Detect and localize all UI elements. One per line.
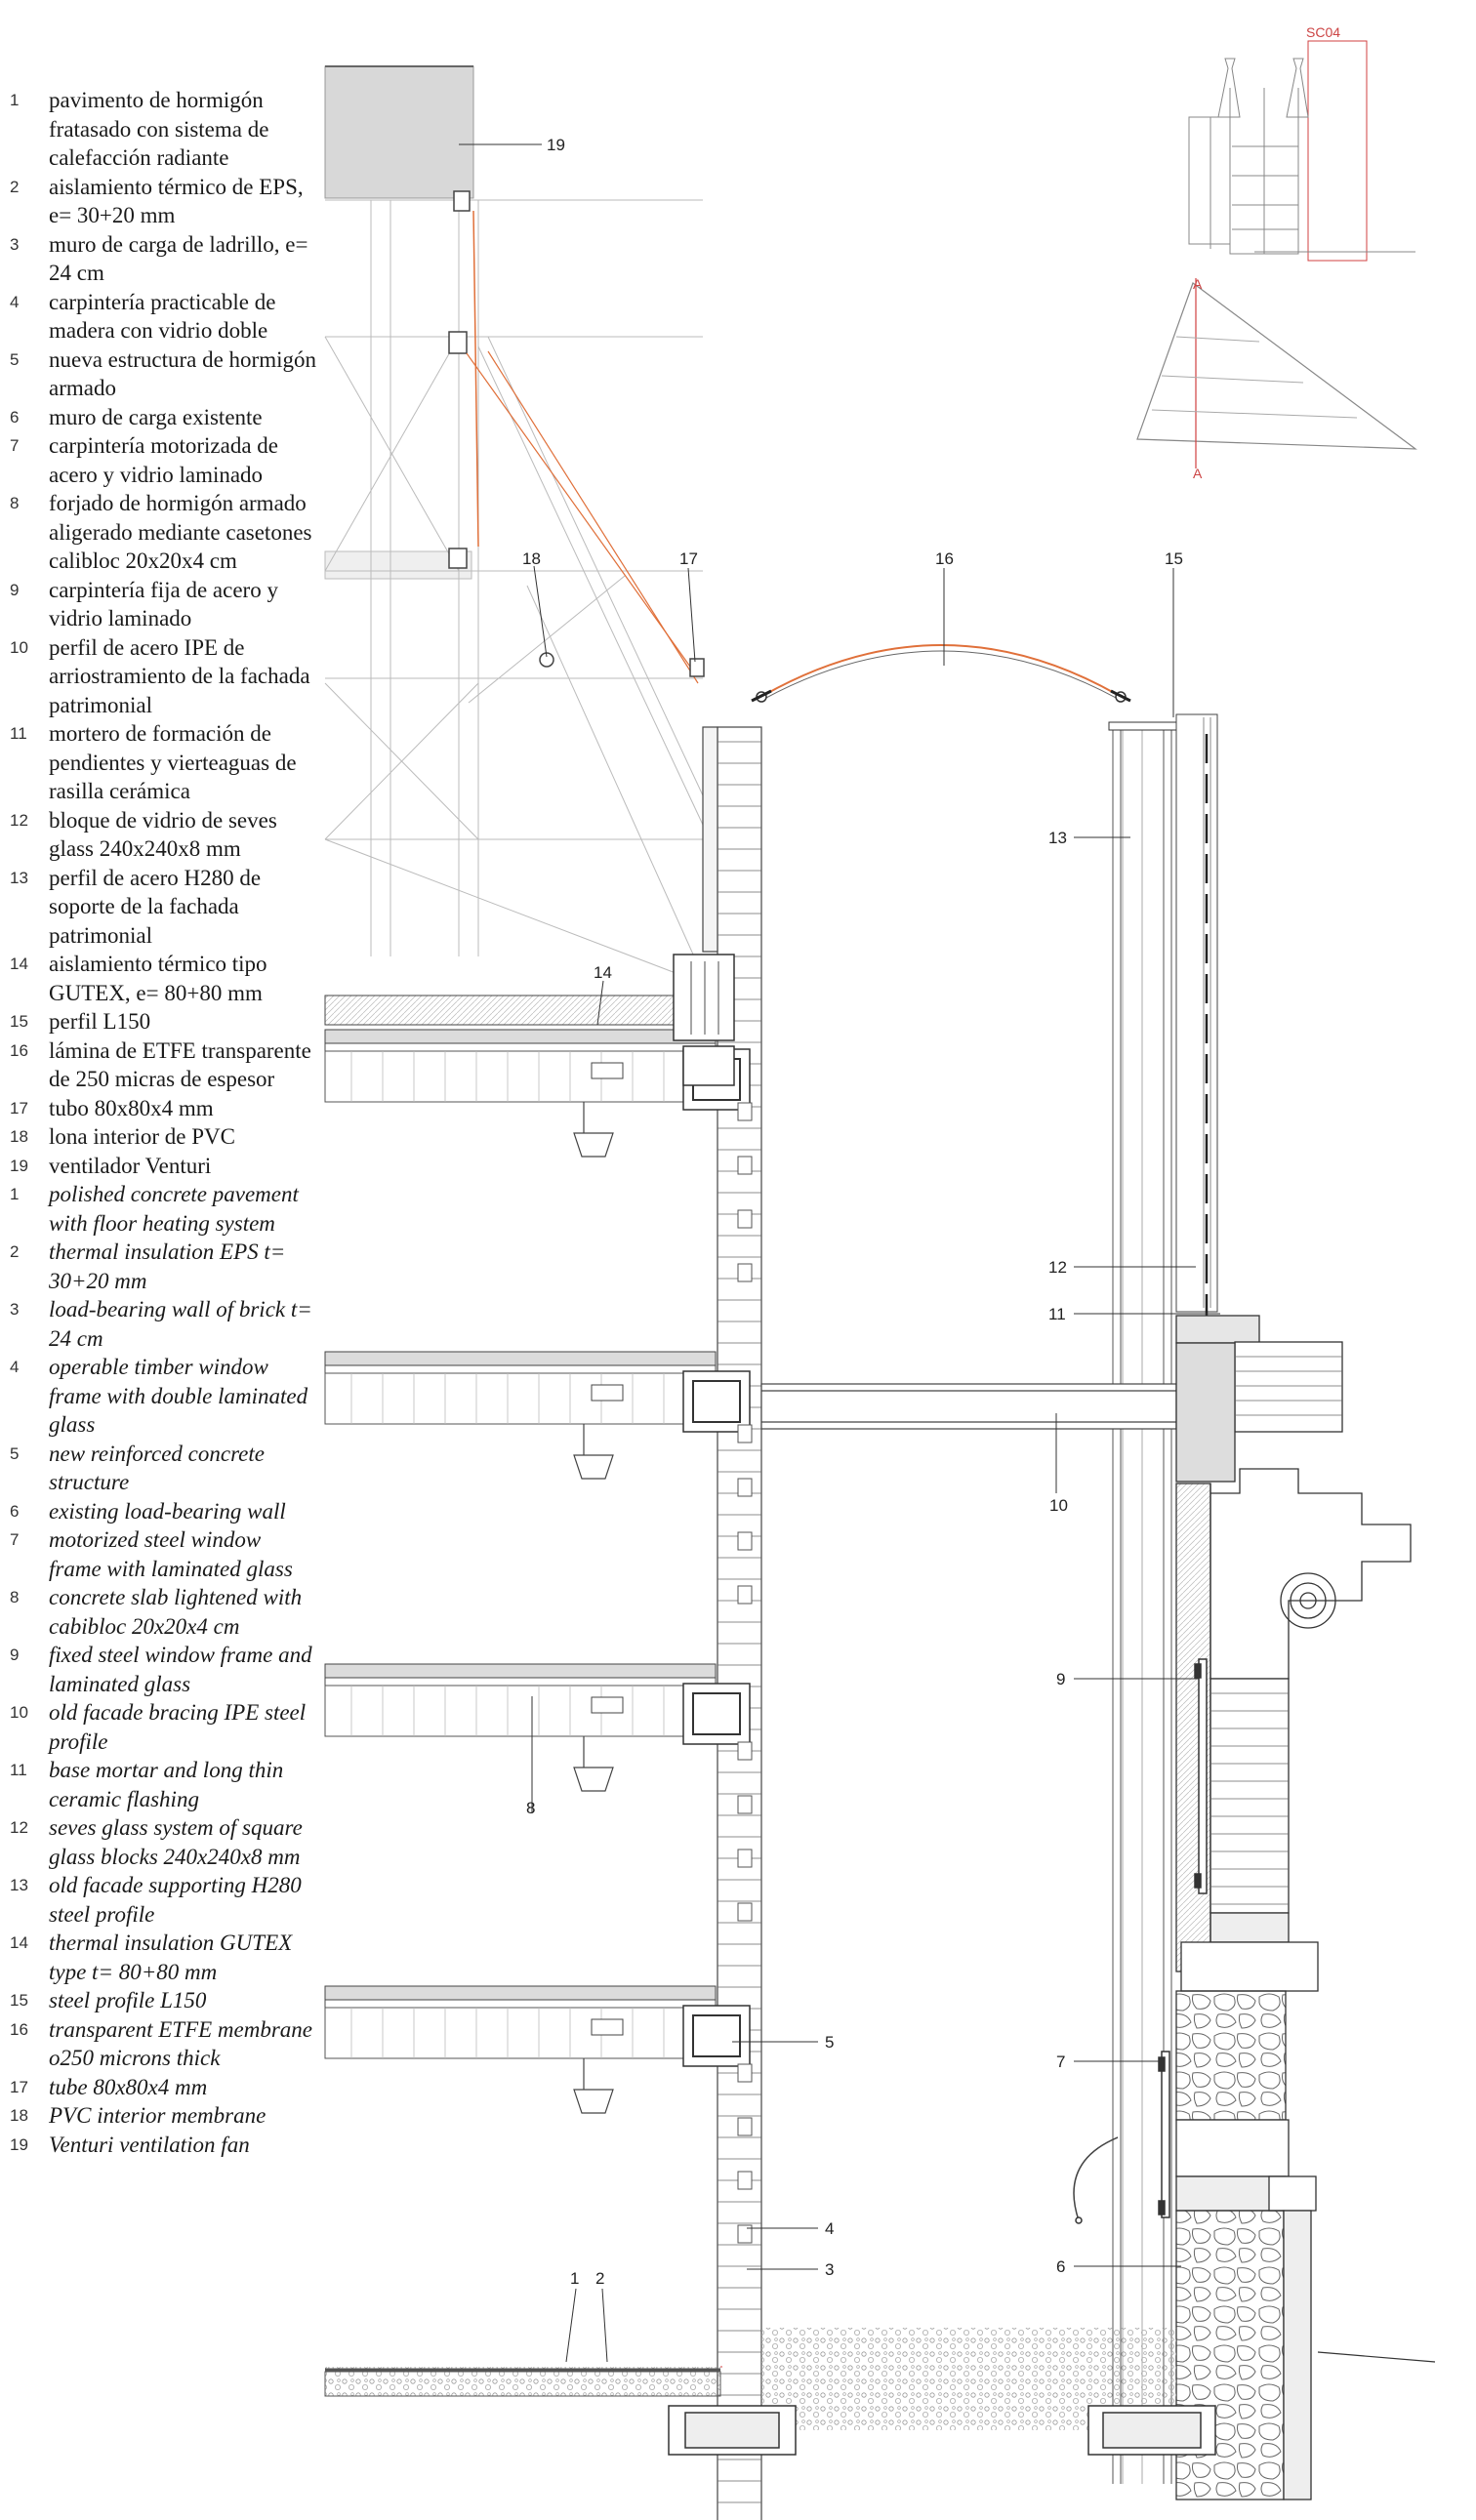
legend-number: 2 — [10, 177, 20, 196]
floor-slabs — [325, 955, 750, 2113]
callout-12: 12 — [1048, 1258, 1067, 1277]
legend-number: 2 — [10, 1242, 20, 1261]
historic-facade — [1176, 1316, 1411, 2500]
legend-number: 3 — [10, 234, 20, 254]
legend-text: tubo 80x80x4 mm — [49, 1095, 214, 1120]
legend-text: muro de carga de ladrillo, e= 24 cm — [49, 231, 308, 285]
key-plan-elevation — [1189, 41, 1415, 261]
slab-body — [325, 1686, 716, 1736]
slab-body — [325, 2008, 716, 2058]
upper-grey-block — [325, 66, 473, 198]
callout-19: 19 — [547, 136, 565, 154]
legend-text: mortero de formación de pendientes y vierteaguas de rasilla cerámica — [49, 721, 297, 803]
legend-text: steel profile L150 — [49, 1988, 207, 2012]
legend-number: 7 — [10, 1530, 20, 1549]
legend-number: 13 — [10, 868, 28, 887]
legend-text: perfil de acero IPE de arriostramiento de la fachada patrimonial — [49, 634, 310, 717]
legend-text: seves glass system of square glass blocks 240x240x8 mm — [49, 1815, 303, 1869]
legend-number: 6 — [10, 1501, 20, 1521]
legend-text: aislamiento térmico de EPS, e= 30+20 mm — [49, 174, 304, 227]
window-frame-joint — [738, 1903, 752, 1921]
slab-body — [325, 1373, 716, 1424]
legend-number: 5 — [10, 349, 20, 369]
legend-number: 10 — [10, 1703, 28, 1722]
callout-3: 3 — [825, 2260, 835, 2279]
slab-topping — [325, 1352, 716, 1365]
legend-text: muro de carga existente — [49, 404, 263, 429]
legend-number: 11 — [10, 724, 27, 743]
callout-15: 15 — [1165, 549, 1183, 568]
ipe-bracing-profile — [761, 1384, 1199, 1429]
legend-text: polished concrete pavement with floor heating system — [49, 1182, 299, 1236]
legend-number: 8 — [10, 1588, 20, 1606]
window-frame-joint — [738, 1586, 752, 1604]
pendant-light — [574, 1102, 613, 1157]
legend-text: carpintería practicable de madera con vidrio doble — [49, 289, 276, 343]
callout-4: 4 — [825, 2219, 835, 2238]
callout-8: 8 — [526, 1799, 536, 1817]
legend-number: 13 — [10, 1876, 28, 1894]
callout-18: 18 — [522, 549, 541, 568]
callout-5: 5 — [825, 2033, 835, 2052]
window-frame-joint — [738, 2172, 752, 2189]
window-frame-joint — [738, 1210, 752, 1228]
gutex-insulation — [325, 996, 716, 1025]
legend-text: concrete slab lightened with cabibloc 20x20x4 cm — [49, 1585, 303, 1639]
concrete-cornice — [674, 955, 734, 1085]
callout-16: 16 — [935, 549, 954, 568]
pendant-light — [574, 2058, 613, 2113]
legend-number: 18 — [10, 2106, 28, 2125]
callout-9: 9 — [1056, 1670, 1066, 1688]
legend-text: old facade supporting H280 steel profile — [49, 1873, 302, 1927]
window-frame-joint — [738, 1742, 752, 1760]
key-plan-triangle — [1137, 276, 1415, 481]
legend-number: 15 — [10, 1991, 28, 2010]
slab-body — [325, 1051, 716, 1102]
legend-number: 11 — [10, 1761, 27, 1779]
etfe-membrane-dome — [752, 645, 1130, 702]
legend-text: new reinforced concrete structure — [49, 1441, 265, 1494]
legend-number: 16 — [10, 2019, 28, 2039]
legend-number: 1 — [10, 1185, 20, 1203]
callout-labels — [522, 136, 1183, 2288]
window-frame-joint — [738, 1849, 752, 1867]
h280-steel-profile — [1109, 722, 1177, 2484]
legend-text: thermal insulation GUTEX type t= 80+80 mm — [49, 1931, 293, 1984]
slab-insulation — [325, 1678, 716, 1686]
legend-number: 9 — [10, 580, 20, 599]
legend-number: 1 — [10, 91, 20, 109]
legend-number: 12 — [10, 1818, 28, 1837]
legend-text: operable timber window frame with double laminated glass — [49, 1355, 308, 1437]
window-frame-joint — [738, 1157, 752, 1174]
legend-number: 4 — [10, 1358, 20, 1376]
legend-text: fixed steel window frame and laminated glass — [49, 1643, 312, 1696]
legend-number: 14 — [10, 1933, 28, 1952]
window-frame-joint — [738, 2064, 752, 2082]
callout-14: 14 — [594, 963, 612, 982]
callout-7: 7 — [1056, 2053, 1066, 2071]
legend-text: load-bearing wall of brick t= 24 cm — [49, 1297, 312, 1351]
legend-number: 14 — [10, 955, 28, 973]
legend-text: Venturi ventilation fan — [49, 2132, 250, 2157]
legend-number: 6 — [10, 407, 20, 427]
legend-text: carpintería fija de acero y vidrio laminado — [49, 577, 278, 630]
legend-number: 19 — [10, 2134, 28, 2154]
key-plan-cut-label-bottom: A — [1193, 466, 1203, 481]
window-frame-joint — [738, 1103, 752, 1120]
pendant-light — [574, 1736, 613, 1791]
legend-number: 3 — [10, 1300, 20, 1319]
pendant-light — [574, 1424, 613, 1479]
legend-number: 12 — [10, 810, 28, 830]
legend-number: 17 — [10, 2077, 28, 2096]
slab-insulation — [325, 1365, 716, 1373]
legend-number: 15 — [10, 1012, 28, 1031]
legend-number: 10 — [10, 637, 28, 657]
legend-text: ventilador Venturi — [49, 1153, 212, 1178]
slab-topping — [325, 1030, 716, 1043]
legend-text: bloque de vidrio de seves glass 240x240x8 mm — [49, 807, 277, 861]
legend-text: pavimento de hormigón fratasado con sistema de calefacción radiante — [49, 88, 269, 170]
callout-13: 13 — [1048, 829, 1067, 847]
legend-text: tube 80x80x4 mm — [49, 2074, 208, 2099]
window-frame-joint — [738, 1532, 752, 1550]
callout-10: 10 — [1049, 1496, 1068, 1515]
callout-11: 11 — [1048, 1305, 1066, 1323]
legend-text: lona interior de PVC — [49, 1124, 235, 1149]
legend-text: base mortar and long thin ceramic flashing — [49, 1758, 284, 1811]
legend-number: 17 — [10, 1098, 28, 1118]
legend-number: 19 — [10, 1156, 28, 1175]
callout-1: 1 — [570, 2269, 580, 2288]
callout-2: 2 — [595, 2269, 605, 2288]
window-frame-joint — [738, 1264, 752, 1281]
key-plan-cut-label-top: A — [1193, 276, 1203, 292]
legend-text: motorized steel window frame with laminated glass — [49, 1527, 293, 1581]
legend-text: old facade bracing IPE steel profile — [49, 1700, 307, 1754]
legend-text: forjado de hormigón armado aligerado mediante casetones calibloc 20x20x4 cm — [49, 491, 312, 573]
legend-text: existing load-bearing wall — [49, 1498, 286, 1524]
window-frame-joint — [738, 1796, 752, 1813]
glass-block-column — [1176, 714, 1217, 1312]
legend-text: aislamiento térmico tipo GUTEX, e= 80+80 mm — [49, 952, 267, 1005]
legend-text: lámina de ETFE transparente de 250 micras de espesor — [49, 1037, 311, 1091]
slab-topping — [325, 1664, 716, 1678]
key-plan-section-code: SC04 — [1306, 24, 1341, 40]
window-frame-joint — [738, 1425, 752, 1443]
legend-text: thermal insulation EPS t= 30+20 mm — [49, 1240, 286, 1293]
window-frame-joint — [738, 1479, 752, 1496]
motorized-steel-window — [1074, 2052, 1169, 2223]
legend-number: 4 — [10, 292, 20, 311]
legend-text: perfil de acero H280 de soporte de la fachada patrimonial — [49, 865, 262, 948]
callout-6: 6 — [1056, 2257, 1066, 2276]
slab-topping — [325, 1986, 716, 2000]
legend-text: carpintería motorizada de acero y vidrio laminado — [49, 433, 278, 487]
legend-text: PVC interior membrane — [49, 2103, 266, 2128]
legend-number: 18 — [10, 1127, 28, 1146]
callout-17: 17 — [679, 549, 698, 568]
legend-number: 8 — [10, 494, 20, 512]
legend-number: 16 — [10, 1040, 28, 1060]
legend-number: 9 — [10, 1646, 20, 1664]
slab-insulation — [325, 2000, 716, 2008]
legend-text: perfil L150 — [49, 1009, 151, 1034]
slab-insulation — [325, 1043, 716, 1051]
existing-timber-structure — [325, 66, 703, 976]
legend-number: 5 — [10, 1443, 20, 1463]
venturi-fan-duct — [449, 191, 704, 683]
legend-text: nueva estructura de hormigón armado — [49, 346, 316, 400]
legend-text: transparent ETFE membrane o250 microns thick — [49, 2016, 313, 2070]
window-frame-joint — [738, 2118, 752, 2135]
legend-number: 7 — [10, 436, 20, 455]
